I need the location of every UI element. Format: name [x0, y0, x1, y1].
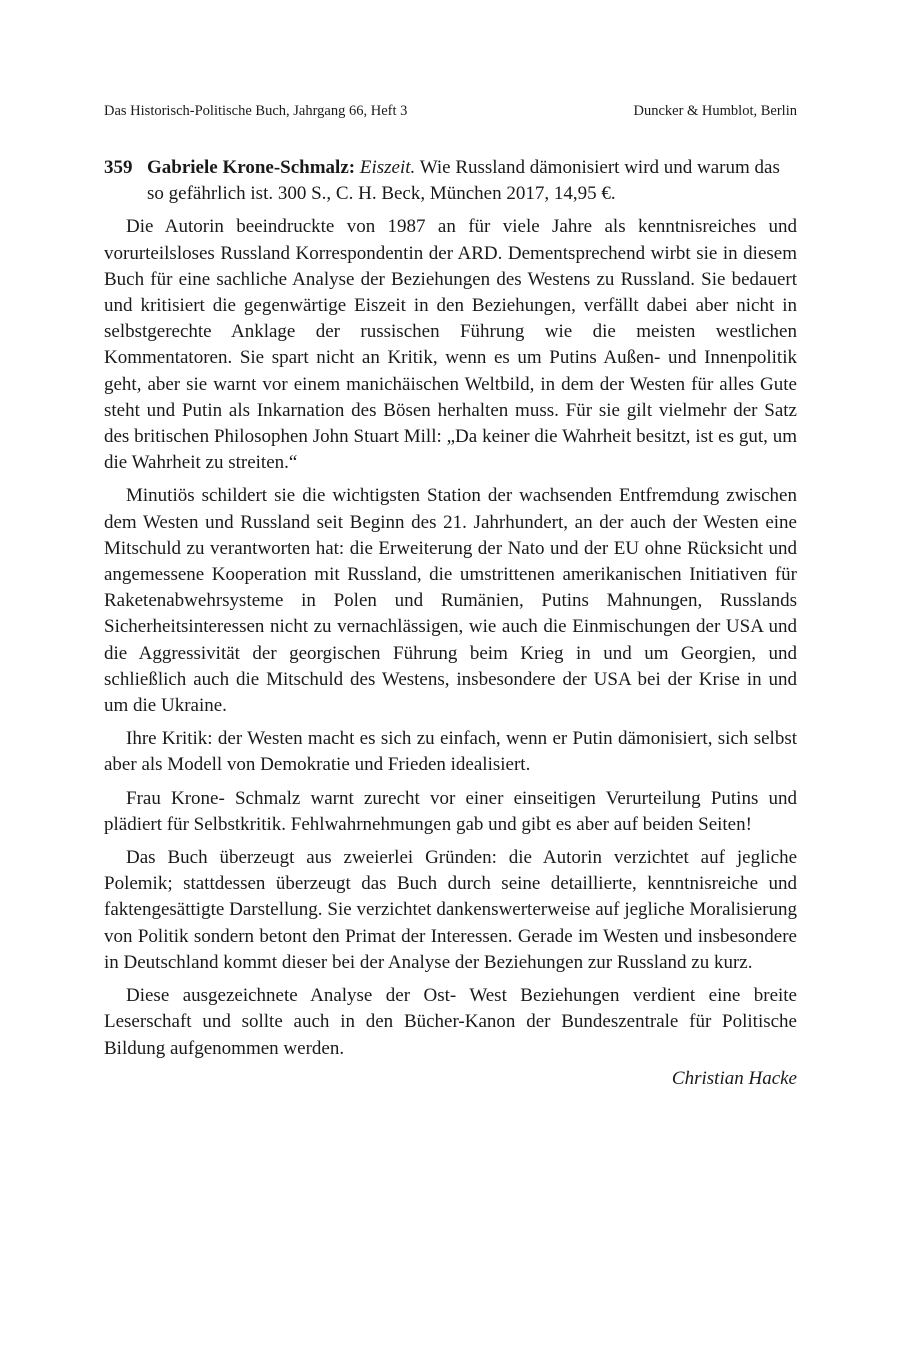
entry-number: 359: [104, 157, 133, 178]
review-paragraph: Frau Krone- Schmalz warnt zurecht vor einer einseitigen Verurteilung Putins und plädiert für Selbstkritik. Fehlwahrnehmungen gab und gibt es aber auf beiden Seiten!: [104, 787, 797, 835]
review-paragraph: Das Buch überzeugt aus zweierlei Gründen: die Autorin verzichtet auf jegliche Polemik; stattdessen überzeugt das Buch durch seine detaillierte, kenntnisreiche und faktengesättigte Darstellung. Sie verzichtet dankenswerterweise auf jegliche Moralisierung von Politik sondern betont den Primat der Interessen. Gerade im Westen und insbesondere in Deutschland kommt dieser bei der Analyse der Beziehungen zur Russland zu kurz.: [104, 847, 797, 973]
review-paragraph: Minutiös schildert sie die wichtigsten Station der wachsenden Entfremdung zwischen dem Westen und Russland seit Beginn des 21. Jahrhundert, an der auch der Westen eine Mitschuld zu verantworten hat: die Erweiterung der Nato und der EU ohne Rücksicht und angemessene Kooperation mit Russland, die umstrittenen amerikanischen Initiativen für Raketenabwehrsysteme in Polen und Rumänien, Putins Mahnungen, Russlands Sicherheitsinteressen nicht zu vernachlässigen, wie auch die Einmischungen der USA und die Aggressivität der georgischen Führung beim Krieg in und um Georgien, und schließlich auch die Mitschuld des Westens, insbesondere der USA bei der Krise in und um die Ukraine.: [104, 485, 797, 717]
reviewer-name: Christian Hacke: [671, 1067, 797, 1089]
book-author: Gabriele Krone-Schmalz:: [147, 157, 356, 178]
book-bibliography: Wie Russland dämonisiert wird und warum das so gefährlich ist. 300 S., C. H. Beck, München 2017, 14,95 €.: [147, 157, 780, 205]
bibliographic-entry: [104, 155, 797, 207]
review-paragraph: Ihre Kritik: der Westen macht es sich zu einfach, wenn er Putin dämonisiert, sich selbst aber als Modell von Demokratie und Frieden idealisiert.: [104, 728, 797, 776]
publisher: Duncker & Humblot, Berlin: [633, 103, 797, 119]
review-body: [104, 155, 797, 1092]
entry-citation: [147, 155, 797, 207]
review-paragraph: Die Autorin beeindruckte von 1987 an für viele Jahre als kenntnisreiches und vorurteilsloses Russland Korrespondentin der ARD. Dementsprechend wirbt sie in diesem Buch für eine sachliche Analyse der Beziehungen des Westens zu Russland. Sie bedauert und kritisiert die gegenwärtige Eiszeit in den Beziehungen, verfällt dabei aber nicht in selbstgerechte Anklage der russischen Führung wie die meisten westlichen Kommentatoren. Sie spart nicht an Kritik, wenn es um Putins Außen- und Innenpolitik geht, aber sie warnt vor einem manichäischen Weltbild, in dem der Westen für alles Gute steht und Putin als Inkarnation des Bösen herhalten muss. Für sie gilt vielmehr der Satz des britischen Philosophen John Stuart Mill: „Da keiner die Wahrheit besitzt, ist es gut, um die Wahrheit zu streiten.“: [104, 216, 797, 474]
running-header: [104, 102, 797, 120]
journal-title: Das Historisch-Politische Buch, Jahrgang 66, Heft 3: [104, 103, 408, 119]
book-title: Eiszeit.: [359, 157, 416, 178]
review-paragraph: Diese ausgezeichnete Analyse der Ost- West Beziehungen verdient eine breite Leserschaft und sollte auch in den Bücher-Kanon der Bundeszentrale für Politische Bildung aufgenommen werden.: [104, 985, 797, 1059]
